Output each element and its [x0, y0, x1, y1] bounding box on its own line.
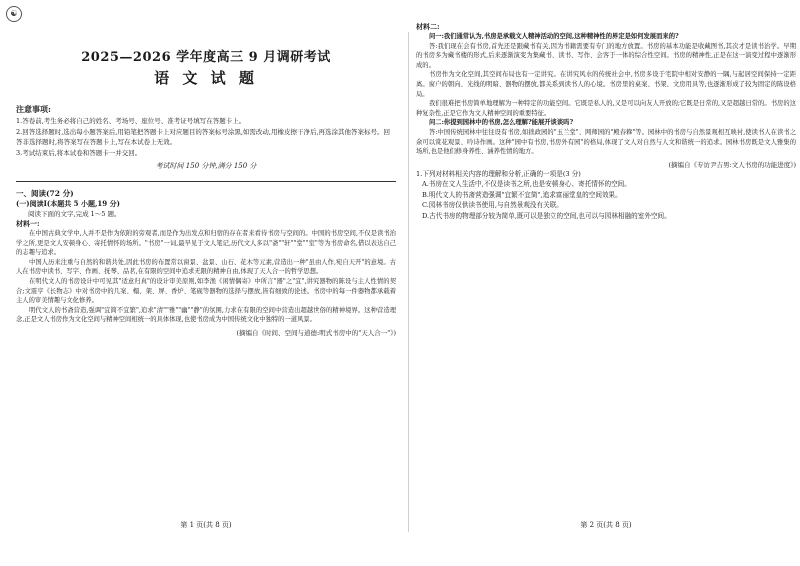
exam-meta: 考试时间 150 分钟,满分 150 分 [155, 162, 257, 170]
notice-heading: 注意事项: [16, 104, 51, 114]
interview-question: 问二:你提到园林中的书房,怎么理解?能展开谈谈吗? [429, 119, 574, 127]
interview-answer: 答:中国传统园林中往往设有书房,如拙政园的"玉兰堂"、网师园的"殿春簃"等。园林中的书房与自然景观相互映衬,使读书人在读书之余可以赏花观景、吟诗作画。这种"园中有书房,书房外有园"的格局,体现了文人对自然与人文和谐统一的追求。园林书房既是文人雅集的场所,也是他们修身养性、涵养性情的地方。 [416, 128, 796, 156]
page-spread [16, 22, 796, 542]
source-citation: (摘编自《时间、空间与道德:明式书房中的"天人合一"》) [236, 328, 396, 337]
left-page [16, 22, 396, 532]
notice-item: 2.回答选择题时,选出每小题答案后,用铅笔把答题卡上对应题目的答案标号涂黑,如需改动,用橡皮擦干净后,再选涂其他答案标号。回答非选择题时,将答案写在答题卡上,写在本试卷上无效。 [16, 128, 391, 146]
answer-option: B.明代文人的书斋营造强调"宜繁不宜简",追求富丽堂皇的空间效果。 [422, 190, 622, 199]
answer-option: C.园林书房仅供读书使用,与自然景观没有关联。 [422, 201, 563, 210]
interview-answer: 我们很难把书房简单地理解为一种特定的功能空间。它既是私人的,又是可以向友人开放的;它既是日常的,又是超越日常的。书房的这种复杂性,正是它作为文人精神空间的重要特征。 [416, 100, 796, 117]
interview-answer: 书房作为文化空间,其空间布局也有一定讲究。在讲究风水的传统社会中,书房多设于宅院中相对安静的一隅,与起居空间保持一定距离。窗户的朝向、光线的明暗、器物的摆放,都关系到读书人的心境。书房里的桌案、书架、文房用具等,也逐渐形成了较为固定的陈设格局。 [416, 71, 796, 98]
material-label: 材料一: [16, 219, 40, 228]
body-paragraph: 中国人历来注重与自然的和谐共处,因此书房的布置常以窗景、盆景、山石、花木等元素,营造出一种"虽由人作,宛自天开"的意境。古人在书房中读书、写字、作画、抚琴、品茗,在有限的空间中追求无限的精神自由,体现了天人合一的哲学思想。 [16, 258, 396, 276]
section-heading: 一、阅读(72 分) [16, 189, 74, 198]
body-paragraph: 明代文人的书斋营造,强调"宜简不宜繁",追求"清""雅""幽""静"的氛围,力求在有限的空间中营造出超越世俗的精神境界。这种营造理念,正是文人书房作为文化空间与精神空间相统一的具体体现,也使书房成为中国传统文化中独特的一道风景。 [16, 306, 396, 324]
notice-item: 1.答卷前,考生务必将自己的姓名、考场号、座位号、准考证号填写在答题卡上。 [16, 117, 246, 125]
sub-instruction: 阅读下面的文字,完成 1～5 题。 [28, 210, 121, 218]
notice-item: 3.考试结束后,将本试卷和答题卡一并交回。 [16, 149, 142, 157]
body-paragraph: 在明代文人的书房设计中可见其"适意归真"的设计审美原则,如李渔《闲情偶寄》中所言"器"之"宜",讲究器物的陈设与主人性情的契合;文震亨《长物志》中对书房中的几案、榻、架、屏、香炉、笔砚等器物的选择与摆放,皆有细致的论述。书房中的每一件器物都承载着主人的审美情趣与文化修养。 [16, 277, 396, 305]
section-divider [16, 181, 396, 182]
exam-subtitle: 语 文 试 题 [154, 69, 258, 87]
question-stem: 1.下列对材料相关内容的理解和分析,正确的一项是(3 分) [416, 169, 581, 178]
answer-option: A.书房在文人生活中,不仅是读书之所,也是安顿身心、寄托情怀的空间。 [422, 180, 631, 189]
exam-title: 2025—2026 学年度高三 9 月调研考试 [81, 50, 331, 65]
page-footer: 第 1 页(共 8 页) [180, 521, 232, 529]
page-divider [408, 32, 409, 532]
material-label: 材料二: [416, 22, 440, 31]
page-emblem-icon: ☯ [6, 6, 22, 22]
answer-option: D.古代书房的物理部分较为简单,既可以是独立的空间,也可以与园林相融的室外空间。 [422, 211, 671, 220]
sub-heading: (一)阅读Ⅰ(本题共 5 小题,19 分) [16, 199, 120, 208]
interview-answer: 答:我们现在会有书房,首先还是跟藏书有关,因为书籍需要有专门的地方放置。书房的基本功能是收藏图书,其次才是读书治学。早期的书房多为藏书楼的形式,后来逐渐演变为集藏书、读书、写作、会客于一体的综合性空间。书房的精神性,正是在这一演变过程中逐渐形成的。 [416, 42, 796, 69]
interview-question: 问一:我们通常认为,书房是承载文人精神活动的空间,这种精神性的界定是如何发展而来的? [429, 33, 679, 40]
body-paragraph: 在中国古典文学中,人并不是作为依附的旁观者,而是作为出发点和归宿的存在者来看待书房与空间的。中国的书房空间,不仅是读书治学之所,更是文人安顿身心、寄托情怀的场所。"书房"一词,最早见于文人笔记,历代文人多以"斋""轩""堂""室"等为书房命名,借以表达自己的志趣与追求。 [16, 230, 396, 257]
page-footer: 第 2 页(共 8 页) [580, 521, 632, 529]
source-citation: (摘编自《专访尹吉男:文人书房的功能进度》) [668, 160, 796, 169]
right-page [416, 22, 796, 532]
